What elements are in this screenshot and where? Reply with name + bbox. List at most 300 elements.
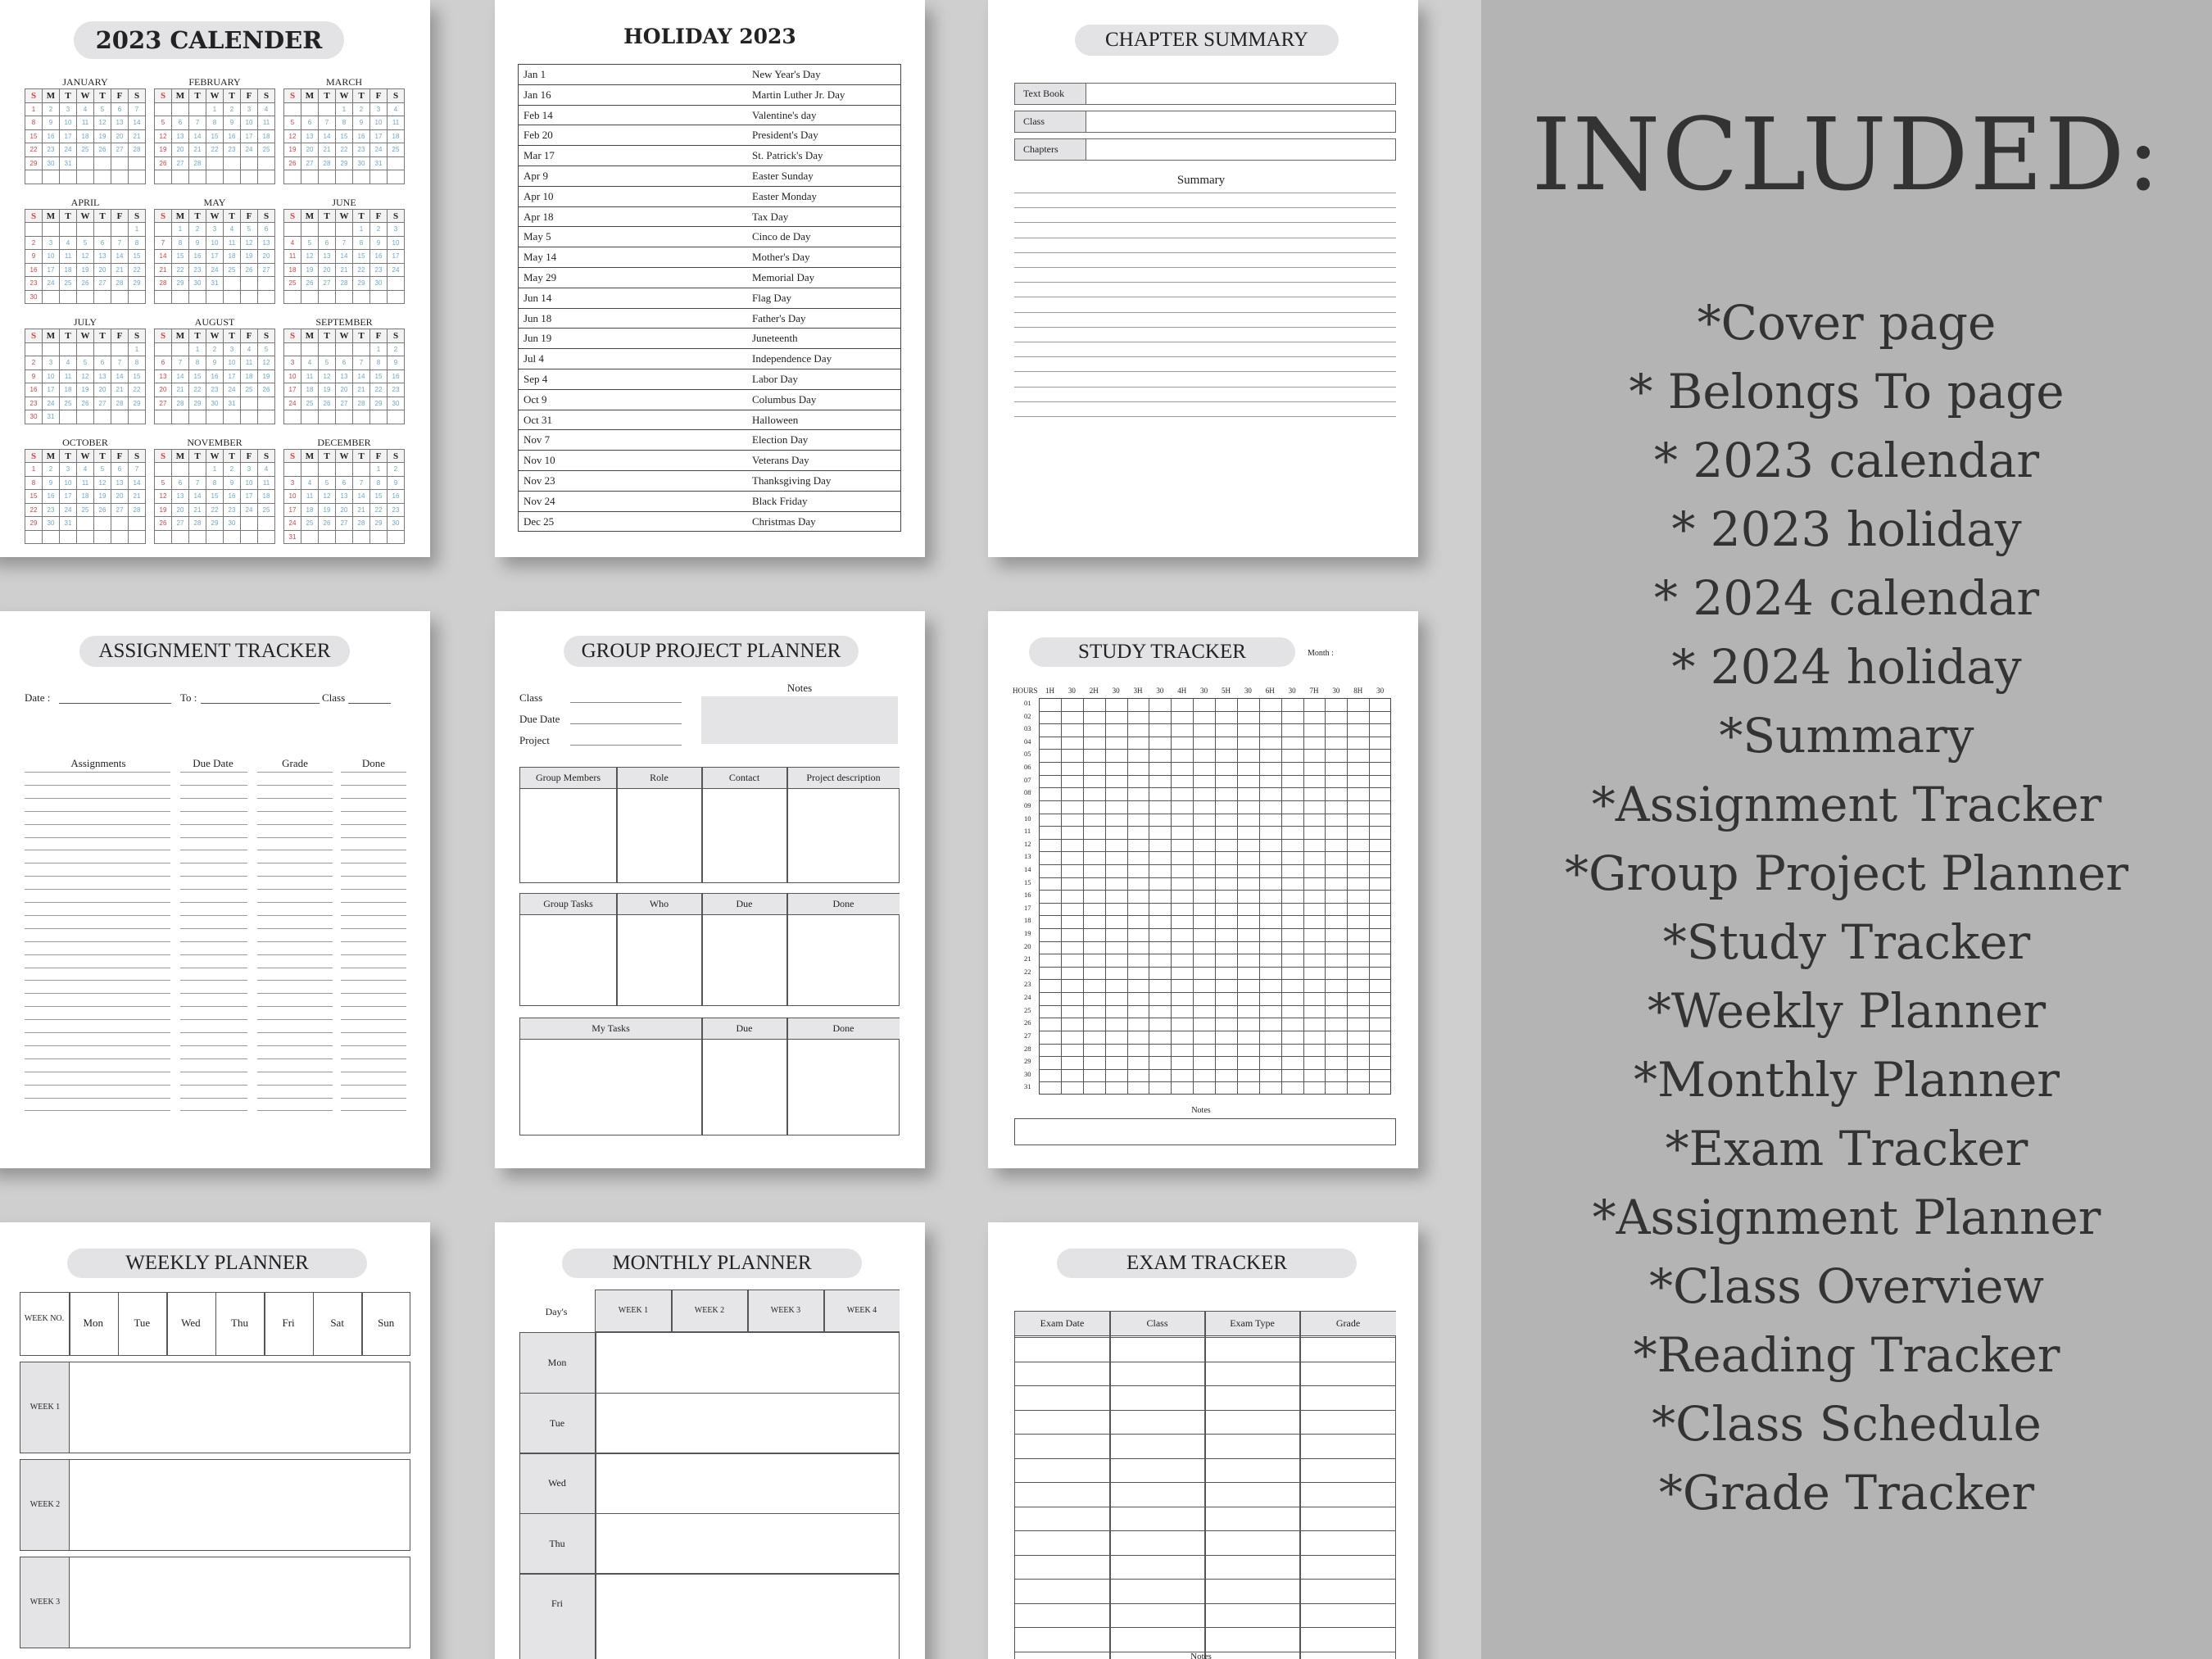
summary-line[interactable] [1014,356,1396,357]
study-row-line[interactable] [1039,762,1391,763]
day-cell[interactable]: 6 [111,103,129,117]
day-cell[interactable]: 28 [353,517,370,531]
day-cell[interactable]: 17 [284,504,301,518]
day-cell[interactable] [301,103,319,117]
day-cell[interactable] [94,291,111,305]
day-cell[interactable]: 22 [370,383,388,397]
assignment-line[interactable] [257,798,333,799]
day-cell[interactable]: 15 [206,490,224,504]
day-cell[interactable]: 1 [189,343,206,357]
assignment-line[interactable] [257,824,333,825]
summary-line[interactable] [1014,371,1396,372]
assignment-line[interactable] [257,915,333,916]
day-cell[interactable]: 9 [224,116,241,130]
chapters-field[interactable] [1014,138,1396,161]
day-cell[interactable] [43,531,60,545]
assignment-line[interactable] [180,889,247,890]
day-cell[interactable] [224,277,241,291]
assignment-line[interactable] [257,1110,333,1111]
day-cell[interactable] [388,531,405,545]
day-cell[interactable] [284,463,301,477]
day-cell[interactable]: 23 [370,264,388,278]
day-cell[interactable]: 9 [353,116,370,130]
assignment-line[interactable] [257,1058,333,1059]
class-field[interactable] [1014,111,1396,133]
day-cell[interactable]: 21 [129,130,146,144]
assignment-line[interactable] [180,993,247,994]
day-cell[interactable]: 6 [172,477,189,491]
day-cell[interactable] [258,531,275,545]
day-cell[interactable]: 16 [25,264,43,278]
day-cell[interactable]: 14 [172,370,189,384]
day-cell[interactable]: 19 [284,143,301,157]
day-cell[interactable] [284,103,301,117]
day-cell[interactable]: 18 [388,130,405,144]
day-cell[interactable]: 31 [370,157,388,171]
day-cell[interactable]: 9 [388,477,405,491]
day-cell[interactable]: 8 [129,237,146,251]
assignment-line[interactable] [341,1019,406,1020]
assignment-line[interactable] [257,993,333,994]
day-cell[interactable]: 29 [129,277,146,291]
day-cell[interactable]: 8 [370,477,388,491]
day-cell[interactable]: 18 [241,370,258,384]
day-cell[interactable]: 20 [94,383,111,397]
assignment-line[interactable] [257,928,333,929]
day-cell[interactable]: 15 [189,370,206,384]
study-row-line[interactable] [1039,890,1391,891]
day-cell[interactable]: 11 [77,477,94,491]
day-cell[interactable]: 26 [155,157,172,171]
day-cell[interactable]: 13 [111,477,129,491]
day-cell[interactable]: 6 [336,477,353,491]
assignment-line[interactable] [341,785,406,786]
day-cell[interactable]: 9 [370,237,388,251]
day-cell[interactable]: 30 [388,397,405,411]
day-cell[interactable]: 5 [155,116,172,130]
assignment-line[interactable] [180,1006,247,1007]
assignment-line[interactable] [25,1085,170,1086]
assignment-line[interactable] [341,1085,406,1086]
day-cell[interactable]: 2 [189,223,206,237]
assignment-line[interactable] [25,915,170,916]
day-cell[interactable]: 12 [319,490,336,504]
day-cell[interactable]: 20 [336,383,353,397]
text-book-field[interactable] [1014,83,1396,105]
day-cell[interactable]: 18 [284,264,301,278]
day-cell[interactable]: 5 [319,356,336,370]
day-cell[interactable]: 26 [284,157,301,171]
assignment-line[interactable] [257,1019,333,1020]
day-cell[interactable]: 15 [370,370,388,384]
day-cell[interactable] [241,397,258,411]
day-cell[interactable]: 12 [77,250,94,264]
day-cell[interactable] [284,170,301,184]
assignment-line[interactable] [25,1019,170,1020]
assignment-line[interactable] [341,954,406,955]
day-cell[interactable] [353,463,370,477]
day-cell[interactable] [77,517,94,531]
day-cell[interactable]: 3 [241,463,258,477]
day-cell[interactable] [94,517,111,531]
day-cell[interactable]: 14 [111,370,129,384]
assignment-line[interactable] [180,941,247,942]
day-cell[interactable] [94,343,111,357]
assignment-line[interactable] [341,1110,406,1111]
study-row-line[interactable] [1039,941,1391,942]
day-cell[interactable]: 14 [129,477,146,491]
day-cell[interactable]: 5 [258,343,275,357]
day-cell[interactable]: 24 [224,383,241,397]
day-cell[interactable] [94,531,111,545]
gp-project-line[interactable] [570,745,682,746]
day-cell[interactable] [94,170,111,184]
day-cell[interactable] [111,170,129,184]
day-cell[interactable]: 28 [319,157,336,171]
assignment-line[interactable] [341,889,406,890]
day-cell[interactable] [353,291,370,305]
exam-row-line[interactable] [1014,1482,1396,1483]
assignment-line[interactable] [180,1110,247,1111]
to-line[interactable] [201,703,320,704]
day-cell[interactable]: 13 [172,130,189,144]
day-cell[interactable] [43,223,60,237]
summary-line[interactable] [1014,222,1396,223]
day-cell[interactable]: 17 [370,130,388,144]
assignment-line[interactable] [257,785,333,786]
assignment-line[interactable] [341,876,406,877]
day-cell[interactable] [336,531,353,545]
day-cell[interactable] [60,410,77,424]
assignment-line[interactable] [25,772,170,773]
day-cell[interactable]: 3 [206,223,224,237]
day-cell[interactable]: 11 [60,370,77,384]
day-cell[interactable]: 15 [172,250,189,264]
day-cell[interactable] [241,410,258,424]
day-cell[interactable] [94,157,111,171]
day-cell[interactable]: 17 [43,264,60,278]
day-cell[interactable]: 30 [224,517,241,531]
assignment-line[interactable] [180,1045,247,1046]
day-cell[interactable] [172,531,189,545]
day-cell[interactable]: 19 [319,504,336,518]
day-cell[interactable]: 24 [60,504,77,518]
day-cell[interactable] [43,291,60,305]
day-cell[interactable]: 16 [224,490,241,504]
summary-line[interactable] [1014,252,1396,253]
day-cell[interactable]: 17 [206,250,224,264]
assignment-line[interactable] [341,915,406,916]
day-cell[interactable] [155,223,172,237]
day-cell[interactable] [319,531,336,545]
day-cell[interactable]: 19 [241,250,258,264]
day-cell[interactable]: 30 [189,277,206,291]
day-cell[interactable]: 1 [129,223,146,237]
day-cell[interactable]: 19 [301,264,319,278]
day-cell[interactable] [189,170,206,184]
day-cell[interactable] [60,223,77,237]
study-row-line[interactable] [1039,915,1391,916]
day-cell[interactable] [284,291,301,305]
study-row-line[interactable] [1039,979,1391,980]
day-cell[interactable]: 8 [206,477,224,491]
day-cell[interactable]: 24 [241,504,258,518]
day-cell[interactable] [77,531,94,545]
week-row[interactable] [20,1459,410,1551]
day-cell[interactable]: 21 [189,504,206,518]
day-cell[interactable]: 25 [241,383,258,397]
day-cell[interactable]: 21 [319,143,336,157]
day-cell[interactable]: 27 [319,277,336,291]
assignment-line[interactable] [341,811,406,812]
assignment-line[interactable] [180,876,247,877]
day-cell[interactable]: 16 [388,370,405,384]
day-cell[interactable]: 9 [206,356,224,370]
day-cell[interactable]: 28 [189,517,206,531]
day-cell[interactable]: 4 [258,103,275,117]
day-cell[interactable]: 16 [353,130,370,144]
day-cell[interactable]: 4 [301,477,319,491]
day-cell[interactable]: 2 [206,343,224,357]
day-cell[interactable]: 1 [25,463,43,477]
day-cell[interactable] [155,531,172,545]
month-row-line[interactable] [519,1573,900,1575]
day-cell[interactable] [77,410,94,424]
day-cell[interactable]: 22 [129,383,146,397]
day-cell[interactable]: 14 [189,490,206,504]
exam-row-line[interactable] [1014,1530,1396,1531]
assignment-line[interactable] [257,837,333,838]
day-cell[interactable]: 20 [336,504,353,518]
day-cell[interactable]: 4 [301,356,319,370]
day-cell[interactable]: 2 [388,343,405,357]
day-cell[interactable]: 26 [319,397,336,411]
day-cell[interactable]: 1 [25,103,43,117]
day-cell[interactable]: 17 [43,383,60,397]
day-cell[interactable]: 24 [241,143,258,157]
day-cell[interactable]: 12 [94,116,111,130]
day-cell[interactable]: 13 [111,116,129,130]
day-cell[interactable]: 14 [319,130,336,144]
day-cell[interactable] [388,170,405,184]
day-cell[interactable] [224,410,241,424]
assignment-line[interactable] [180,1032,247,1033]
day-cell[interactable] [258,410,275,424]
day-cell[interactable] [301,291,319,305]
assignment-line[interactable] [257,941,333,942]
day-cell[interactable]: 12 [241,237,258,251]
day-cell[interactable]: 30 [43,517,60,531]
assignment-line[interactable] [25,1032,170,1033]
day-cell[interactable]: 11 [388,116,405,130]
day-cell[interactable]: 3 [224,343,241,357]
day-cell[interactable] [172,291,189,305]
day-cell[interactable]: 19 [258,370,275,384]
day-cell[interactable]: 19 [94,490,111,504]
day-cell[interactable] [336,343,353,357]
day-cell[interactable]: 7 [189,477,206,491]
assignment-line[interactable] [341,1098,406,1099]
day-cell[interactable]: 2 [370,223,388,237]
day-cell[interactable]: 3 [388,223,405,237]
day-cell[interactable] [172,410,189,424]
day-cell[interactable]: 18 [60,264,77,278]
day-cell[interactable]: 13 [94,370,111,384]
day-cell[interactable] [301,463,319,477]
day-cell[interactable] [60,343,77,357]
assignment-line[interactable] [180,1058,247,1059]
day-cell[interactable]: 6 [172,116,189,130]
day-cell[interactable]: 26 [77,277,94,291]
day-cell[interactable]: 4 [388,103,405,117]
day-cell[interactable]: 10 [60,116,77,130]
day-cell[interactable]: 9 [189,237,206,251]
day-cell[interactable] [353,343,370,357]
assignment-line[interactable] [180,798,247,799]
day-cell[interactable]: 15 [25,490,43,504]
assignment-line[interactable] [180,980,247,981]
day-cell[interactable]: 2 [43,463,60,477]
day-cell[interactable] [189,103,206,117]
study-row-line[interactable] [1039,992,1391,993]
summary-line[interactable] [1014,207,1396,208]
day-cell[interactable]: 2 [224,463,241,477]
day-cell[interactable]: 26 [301,277,319,291]
study-row-line[interactable] [1039,864,1391,865]
day-cell[interactable]: 14 [353,490,370,504]
day-cell[interactable] [94,410,111,424]
assignment-line[interactable] [341,928,406,929]
day-cell[interactable] [258,157,275,171]
day-cell[interactable]: 10 [388,237,405,251]
assignment-line[interactable] [180,954,247,955]
day-cell[interactable]: 18 [60,383,77,397]
day-cell[interactable] [189,410,206,424]
day-cell[interactable]: 18 [258,490,275,504]
day-cell[interactable] [336,170,353,184]
day-cell[interactable]: 25 [301,517,319,531]
day-cell[interactable]: 6 [111,463,129,477]
assignment-line[interactable] [341,941,406,942]
day-cell[interactable] [353,531,370,545]
assignment-line[interactable] [341,980,406,981]
day-cell[interactable]: 9 [25,370,43,384]
day-cell[interactable]: 9 [25,250,43,264]
assignment-line[interactable] [257,889,333,890]
day-cell[interactable]: 26 [155,517,172,531]
day-cell[interactable]: 10 [60,477,77,491]
day-cell[interactable]: 14 [111,250,129,264]
assignment-line[interactable] [25,1045,170,1046]
day-cell[interactable]: 2 [25,356,43,370]
day-cell[interactable]: 6 [301,116,319,130]
day-cell[interactable]: 11 [77,116,94,130]
day-cell[interactable]: 19 [155,143,172,157]
day-cell[interactable] [155,170,172,184]
day-cell[interactable]: 21 [189,143,206,157]
assignment-line[interactable] [341,1058,406,1059]
day-cell[interactable]: 22 [172,264,189,278]
study-row-line[interactable] [1039,967,1391,968]
day-cell[interactable]: 20 [258,250,275,264]
day-cell[interactable]: 3 [43,237,60,251]
day-cell[interactable]: 28 [129,143,146,157]
day-cell[interactable]: 24 [284,397,301,411]
day-cell[interactable]: 4 [60,356,77,370]
assignment-line[interactable] [25,1098,170,1099]
day-cell[interactable]: 24 [370,143,388,157]
assignment-line[interactable] [25,811,170,812]
day-cell[interactable]: 20 [172,143,189,157]
assignment-line[interactable] [257,1085,333,1086]
day-cell[interactable]: 27 [301,157,319,171]
day-cell[interactable]: 28 [353,397,370,411]
study-row-line[interactable] [1039,1081,1391,1082]
day-cell[interactable]: 23 [353,143,370,157]
assignment-line[interactable] [25,954,170,955]
assignment-line[interactable] [257,902,333,903]
exam-row-line[interactable] [1014,1579,1396,1580]
day-cell[interactable]: 4 [258,463,275,477]
day-cell[interactable]: 27 [111,143,129,157]
day-cell[interactable]: 25 [258,143,275,157]
assignment-line[interactable] [180,1019,247,1020]
day-cell[interactable]: 18 [301,504,319,518]
day-cell[interactable] [241,291,258,305]
day-cell[interactable]: 11 [258,116,275,130]
day-cell[interactable]: 30 [206,397,224,411]
study-row-line[interactable] [1039,1069,1391,1070]
day-cell[interactable]: 17 [224,370,241,384]
day-cell[interactable] [258,277,275,291]
day-cell[interactable]: 19 [77,264,94,278]
day-cell[interactable]: 16 [388,490,405,504]
day-cell[interactable]: 16 [43,130,60,144]
day-cell[interactable] [319,410,336,424]
day-cell[interactable]: 21 [353,504,370,518]
study-row-line[interactable] [1039,1056,1391,1057]
day-cell[interactable]: 26 [319,517,336,531]
day-cell[interactable]: 7 [129,103,146,117]
day-cell[interactable]: 3 [60,103,77,117]
day-cell[interactable]: 14 [189,130,206,144]
day-cell[interactable]: 7 [155,237,172,251]
day-cell[interactable] [77,291,94,305]
day-cell[interactable]: 16 [370,250,388,264]
day-cell[interactable]: 31 [43,410,60,424]
day-cell[interactable]: 4 [77,463,94,477]
day-cell[interactable]: 21 [111,264,129,278]
day-cell[interactable] [353,170,370,184]
day-cell[interactable]: 23 [43,504,60,518]
assignment-line[interactable] [257,811,333,812]
day-cell[interactable] [129,170,146,184]
day-cell[interactable]: 23 [206,383,224,397]
day-cell[interactable]: 10 [241,477,258,491]
day-cell[interactable]: 26 [94,504,111,518]
day-cell[interactable] [172,463,189,477]
day-cell[interactable]: 23 [388,383,405,397]
day-cell[interactable] [224,170,241,184]
summary-line[interactable] [1014,416,1396,417]
week-row[interactable] [20,1557,410,1648]
day-cell[interactable] [284,343,301,357]
day-cell[interactable]: 10 [43,250,60,264]
day-cell[interactable]: 29 [206,517,224,531]
day-cell[interactable]: 12 [94,477,111,491]
day-cell[interactable] [189,291,206,305]
assignment-line[interactable] [25,941,170,942]
